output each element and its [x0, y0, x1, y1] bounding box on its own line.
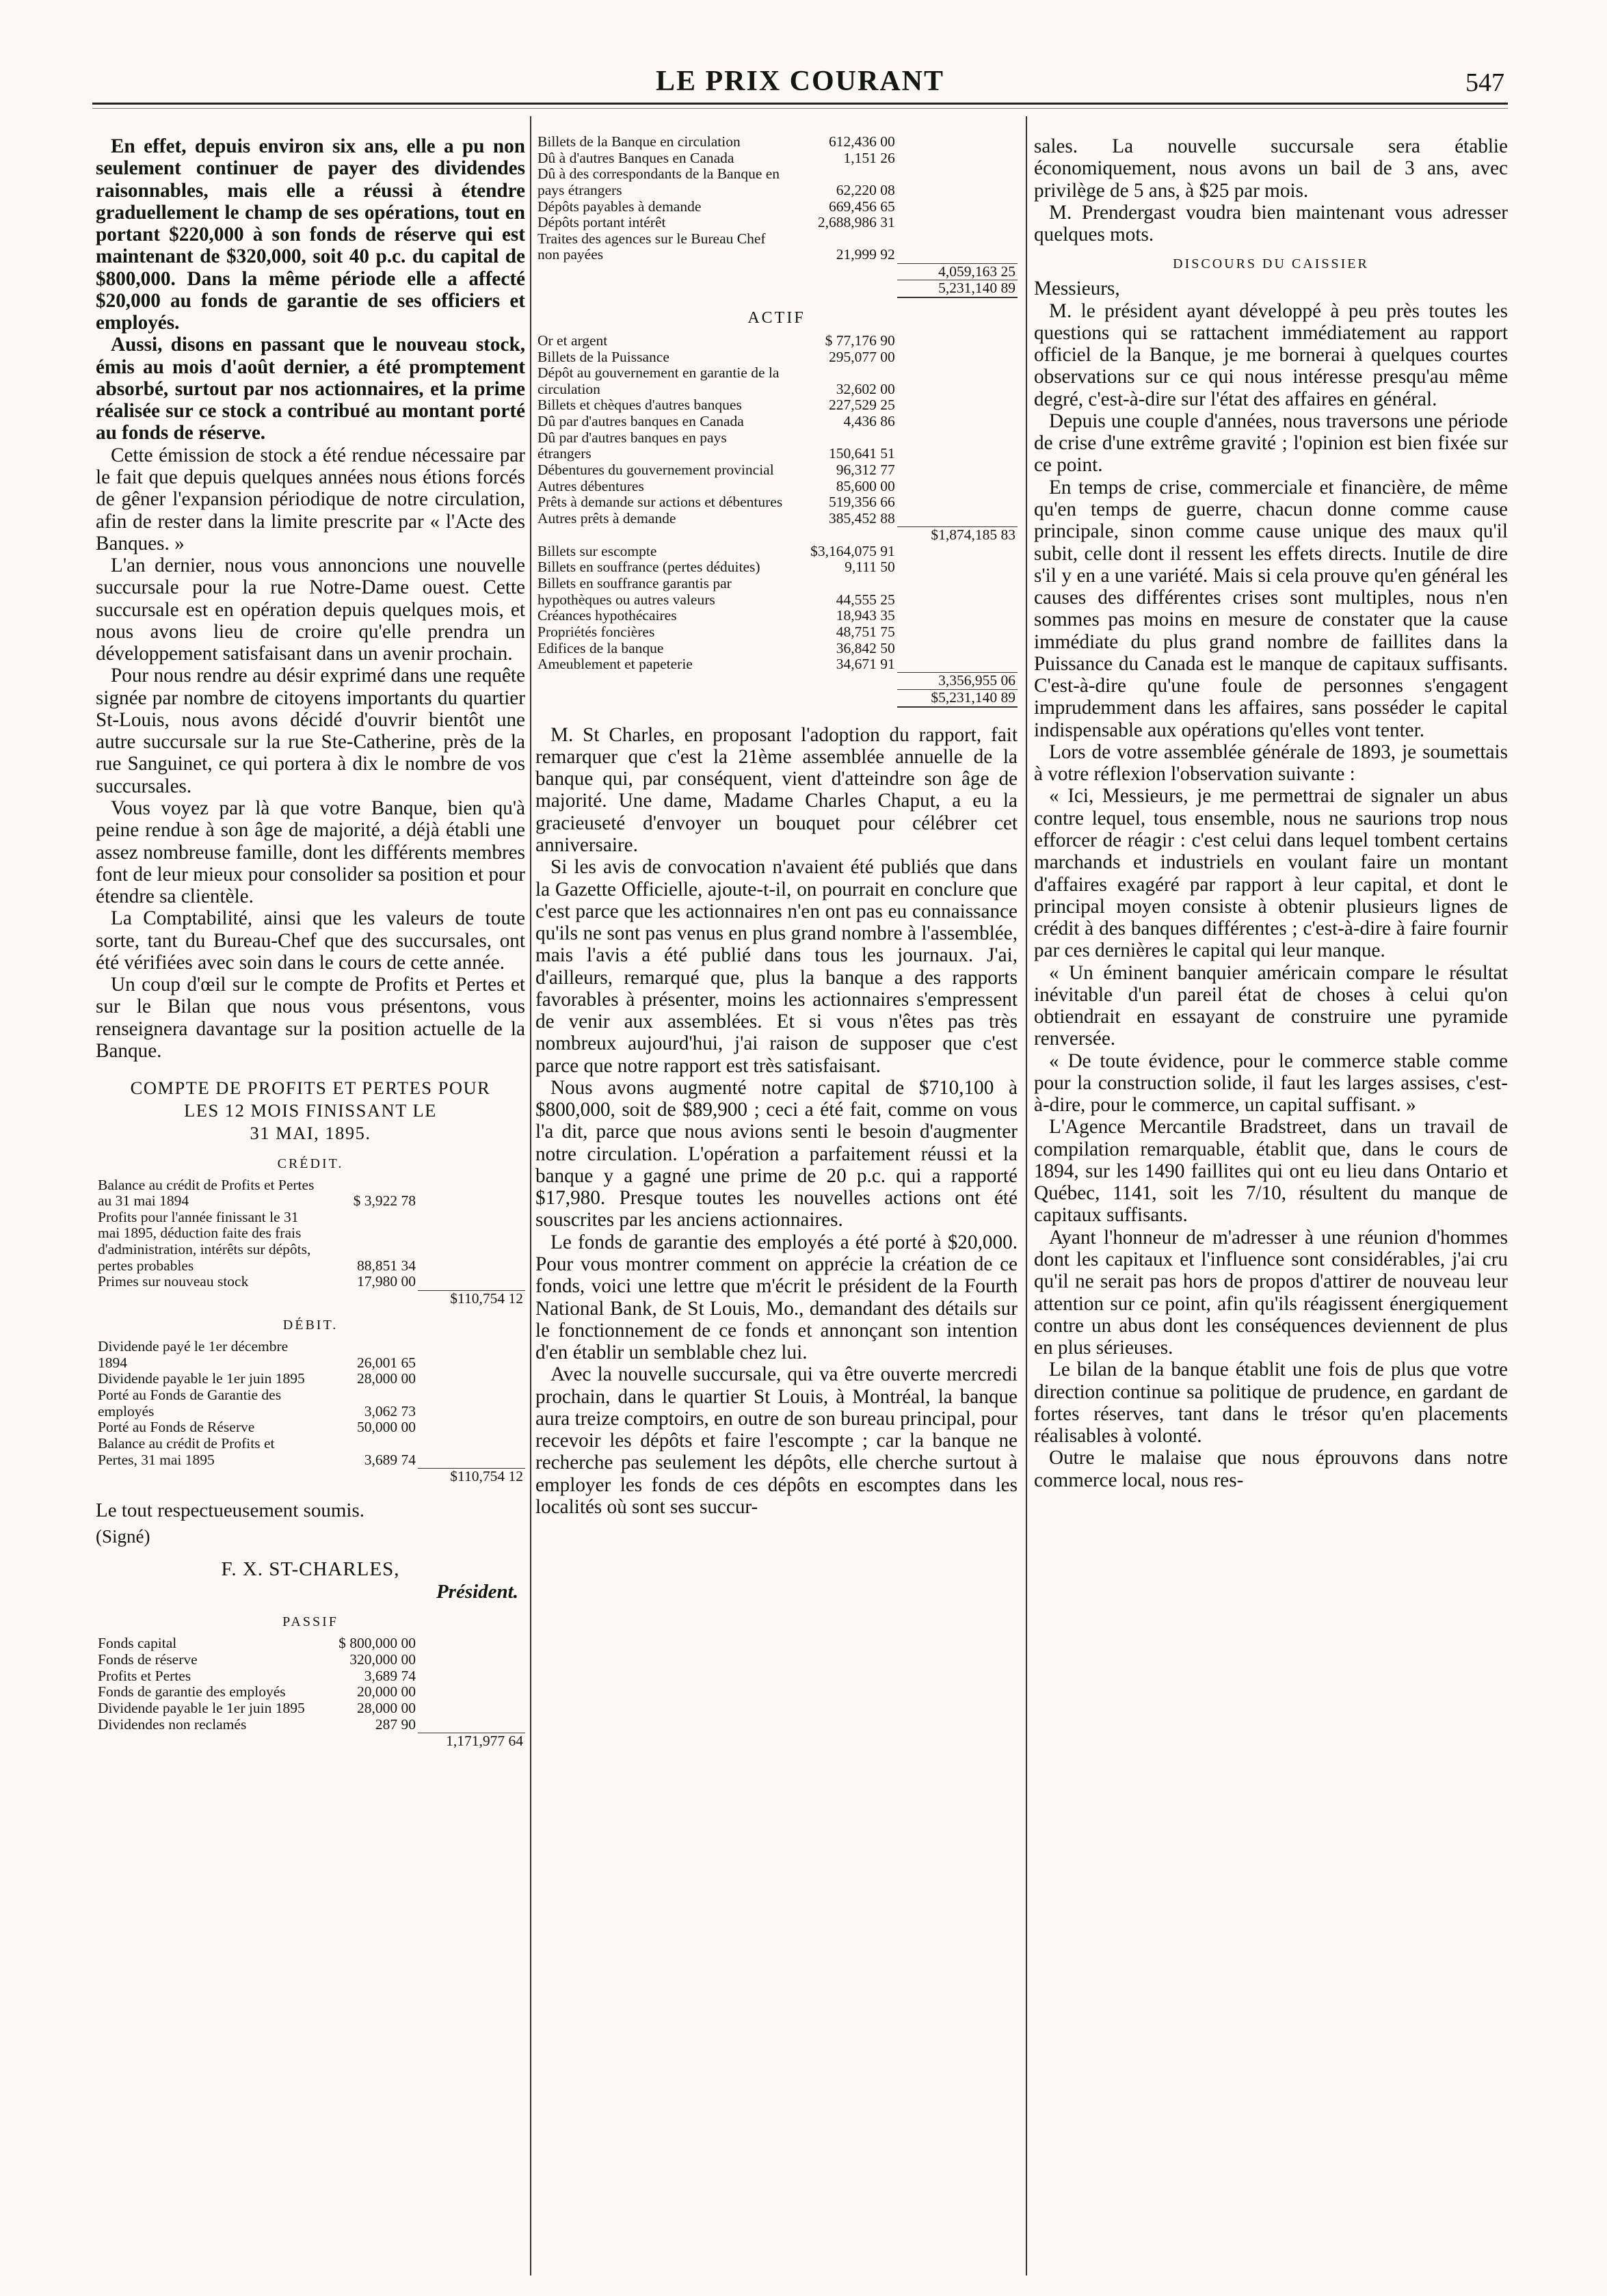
table-row — [535, 430, 1018, 462]
credit-table — [96, 1177, 525, 1307]
table-row — [535, 576, 1018, 608]
table-row — [96, 1436, 525, 1468]
debit-heading: DÉBIT. — [282, 1318, 338, 1333]
row-total: 5,231,140 89 — [897, 280, 1018, 297]
row-label: Dû à d'autres Banques en Canada — [537, 149, 734, 166]
row-total — [418, 1668, 525, 1685]
row-amount — [786, 280, 897, 297]
row-label: Dividende payable le 1er juin 1895 — [98, 1370, 305, 1387]
row-total — [418, 1274, 525, 1290]
row-total — [418, 1387, 525, 1419]
row-label: Dû à des correspondants de la Banque en pays étrangers — [537, 165, 780, 198]
row-total — [418, 1717, 525, 1733]
row-total: 1,171,977 64 — [418, 1733, 525, 1749]
total-row — [535, 690, 1018, 707]
header-rule — [92, 103, 1508, 105]
row-label: Billets en souffrance (pertes déduites) — [537, 559, 760, 576]
row-amount: 385,452 88 — [828, 509, 895, 526]
row-total — [897, 414, 1018, 430]
table-row — [535, 397, 1018, 414]
row-amount: 36,842 50 — [836, 639, 895, 656]
row-amount: 96,312 77 — [836, 462, 895, 479]
row-label: Fonds de réserve — [98, 1651, 198, 1668]
row-label: Débentures du gouvernement provincial — [537, 462, 774, 479]
table-row — [535, 150, 1018, 167]
table-row — [96, 1419, 525, 1436]
body-paragraph: Le fonds de garantie des employés a été porté à $20,000. Pour vous montrer comment on apprécie la création de ce fonds, voici une lettre que m'écrit le président de la Fourth National Bank, de St Louis, Mo., demandant des détails sur le fonctionnement de ce fonds et annonçant son intention d'en établir un semblable chez lui. — [535, 1231, 1018, 1364]
row-label — [535, 280, 786, 297]
table-row — [96, 1210, 525, 1274]
body-paragraph: Le bilan de la banque établit une fois de plus que votre direction continue sa politique de prudence, en gardant de fortes réserves, tant dans le trésor qu'en placements réalisables à volonté. — [1034, 1359, 1508, 1447]
body-paragraph: Ayant l'honneur de m'adresser à une réunion d'hommes dont les capitaux et l'influence sont considérables, j'ai cru qu'il ne serait pas hors de propos d'attirer de nouveau leur attention sur ce point, afin qu'ils réagissent énergiquement contre un abus dont les conséquences deviennent de plus en plus sérieuses. — [1034, 1226, 1508, 1359]
row-amount: 519,356 66 — [828, 494, 895, 511]
passif-table — [96, 1636, 525, 1749]
row-amount: 287 90 — [375, 1716, 416, 1733]
actif-heading: ACTIF — [747, 308, 806, 327]
row-total — [418, 1419, 525, 1436]
body-paragraph: Lors de votre assemblée générale de 1893, je soumettais à votre réflexion l'observation suivante : — [1034, 740, 1508, 786]
row-amount — [786, 263, 897, 280]
body-paragraph: « De toute évidence, pour le commerce stable comme pour la construction solide, il faut les larges assises, c'est-à-dire, pour le commerce, un capital suffisant. » — [1034, 1050, 1508, 1117]
row-total — [897, 656, 1018, 673]
row-total — [897, 166, 1018, 198]
passif-heading: PASSIF — [282, 1614, 338, 1630]
row-label: Dépôts payables à demande — [537, 198, 702, 215]
row-amount: 32,602 00 — [836, 380, 895, 397]
row-label: Ameublement et papeterie — [537, 656, 693, 673]
row-total — [418, 1210, 525, 1274]
row-label: Billets en souffrance garantis par hypothèques ou autres valeurs — [537, 575, 732, 608]
president-name: F. X. ST-CHARLES, — [221, 1558, 400, 1581]
row-amount: 295,077 00 — [828, 348, 895, 365]
page-number: 547 — [1465, 68, 1504, 97]
row-amount: 20,000 00 — [356, 1683, 416, 1700]
table-row — [96, 1652, 525, 1668]
credit-heading: CRÉDIT. — [277, 1156, 344, 1171]
row-label: Dividendes non reclamés — [98, 1716, 247, 1733]
row-label: Billets sur escompte — [537, 542, 657, 559]
table-row — [535, 215, 1018, 231]
body-paragraph: Cette émission de stock a été rendue nécessaire par le fait que depuis quelques années nous étions forcés de gêner l'expansion périodique de notre circulation, afin de rester dans la limite prescrite par « l'Acte des Banques. » — [96, 444, 525, 555]
row-label: Dividende payé le 1er décembre 1894 — [98, 1338, 289, 1371]
row-label: Traites des agences sur le Bureau Chef non payées — [537, 230, 766, 263]
table-row — [96, 1274, 525, 1290]
row-total — [897, 215, 1018, 231]
row-label: Billets de la Puissance — [537, 348, 669, 365]
table-row — [535, 511, 1018, 527]
row-total — [897, 462, 1018, 479]
body-paragraph: Aussi, disons en passant que le nouveau stock, émis au mois d'août dernier, a été promptement absorbé, surtout par nos actionnaires, et la prime réalisée sur ce stock a contribué au montant porté au fonds de réserve. — [96, 334, 525, 444]
row-total: 4,059,163 25 — [897, 263, 1018, 280]
president-title: Président. — [436, 1581, 518, 1603]
subtotal-row — [535, 263, 1018, 280]
row-total — [897, 199, 1018, 215]
row-amount: $ 77,176 90 — [825, 332, 895, 349]
body-paragraph: Nous avons augmenté notre capital de $710,100 à $800,000, soit de $89,900 ; ceci a été fait, comme on vous l'a dit, parce que nous avions senti le besoin d'augmenter notre circulation. L'opération a parfaitement réussi et la banque y a gagné une prime de 20 p.c. qui a rapporté $17,980. Presque toutes les nouvelles actions ont été souscrites par les anciens actionnaires. — [535, 1076, 1018, 1231]
body-paragraph: Vous voyez par là que votre Banque, bien qu'à peine rendue à son âge de majorité, a déjà établi une assez nombreuse famille, dont les différents membres font de leur mieux pour consolider sa position et pour étendre sa clientèle. — [96, 797, 525, 908]
row-total: $1,874,185 83 — [897, 527, 1018, 544]
body-paragraph: Un coup d'œil sur le compte de Profits et Pertes et sur le Bilan que nous vous présentons, vous renseignera davantage sur la position actuelle de la Banque. — [96, 974, 525, 1062]
row-label: Dû par d'autres banques en Canada — [537, 413, 744, 430]
body-paragraph: Pour nous rendre au désir exprimé dans une requête signée par nombre de citoyens importants du quartier St-Louis, nous avons décidé d'ouvrir bientôt une autre succursale sur la rue Ste-Catherine, près de la rue Sanguinet, ce qui portera à dix le nombre de vos succursales. — [96, 665, 525, 797]
table-row — [96, 1387, 525, 1419]
row-amount: 88,851 34 — [356, 1257, 416, 1274]
table-row — [535, 544, 1018, 560]
row-total: $110,754 12 — [418, 1290, 525, 1307]
row-label: Créances hypothécaires — [537, 607, 677, 624]
row-label: Edifices de la banque — [537, 639, 664, 656]
table-row — [535, 624, 1018, 641]
row-amount: 669,456 65 — [828, 198, 895, 215]
row-total — [418, 1436, 525, 1468]
body-paragraph: Avec la nouvelle succursale, qui va être ouverte mercredi prochain, dans le quartier St Louis, à Montréal, la banque aura treize comptoirs, en outre de son bureau principal, pour recevoir les dépôts et faire l'escompte ; car la banque ne recherche pas seulement les dépôts, elle cherche surtout à employer les fonds de ces dépôts en escomptes dans les localités où sont ses succur- — [535, 1363, 1018, 1518]
row-label: Autres débentures — [537, 477, 644, 494]
row-label — [96, 1733, 319, 1749]
table-row — [535, 462, 1018, 479]
row-amount: 4,436 86 — [843, 413, 895, 430]
profit-loss-heading: COMPTE DE PROFITS ET PERTES POUR LES 12 MOIS FINISSANT LE 31 MAI, 1895. — [130, 1078, 491, 1144]
table-row — [535, 641, 1018, 657]
row-amount: 28,000 00 — [356, 1699, 416, 1716]
row-amount — [786, 690, 897, 707]
table-row — [535, 333, 1018, 349]
row-total: 3,356,955 06 — [897, 673, 1018, 690]
body-paragraph: sales. La nouvelle succursale sera établie économiquement, nous avons un bail de 3 ans, avec privilège de 5 ans, à $25 par mois. — [1034, 135, 1508, 202]
row-total — [897, 231, 1018, 263]
row-label: Dividende payable le 1er juin 1895 — [98, 1699, 305, 1716]
row-total — [897, 397, 1018, 414]
table-row — [535, 656, 1018, 673]
table-row — [535, 479, 1018, 495]
table-row — [96, 1717, 525, 1733]
subtotal-row — [535, 673, 1018, 690]
subtotal-row — [535, 527, 1018, 544]
row-amount: 28,000 00 — [356, 1370, 416, 1387]
row-amount: 320,000 00 — [349, 1651, 416, 1668]
row-amount — [319, 1290, 418, 1307]
row-amount: 85,600 00 — [836, 477, 895, 494]
row-amount — [786, 673, 897, 690]
row-total — [897, 430, 1018, 462]
row-label: Or et argent — [537, 332, 608, 349]
row-total — [418, 1700, 525, 1717]
body-paragraph: « Ici, Messieurs, je me permettrai de signaler un abus contre lequel, tous ensemble, nous ne saurions trop nous efforcer de réagir : c'est celui dans lequel tombent certains marchands et industriels en voulant faire un montant d'affaires exagéré par rapport à leur capital, et dont le principal moyen consiste à obtenir plusieurs lignes de crédit à des banques différentes ; c'est-à-dire à faire fournir par ces dernières le capital qui leur manque. — [1034, 785, 1508, 962]
row-label: Profits pour l'année finissant le 31 mai 1895, déduction faite des frais d'administration, intérêts sur dépôts, pertes probables — [98, 1208, 311, 1274]
table-row — [96, 1700, 525, 1717]
row-total — [897, 365, 1018, 397]
table-row — [96, 1636, 525, 1652]
table-row — [535, 166, 1018, 198]
row-amount: $ 3,922 78 — [353, 1192, 416, 1210]
body-paragraph: « Un éminent banquier américain compare le résultat inévitable d'un pareil état de choses à celui qu'on obtiendrait en essayant de construire une pyramide renversée. — [1034, 961, 1508, 1050]
header-rule-thin — [92, 108, 1508, 109]
row-amount: 50,000 00 — [356, 1419, 416, 1436]
row-total — [418, 1652, 525, 1668]
row-amount: 48,751 75 — [836, 623, 895, 640]
salutation: Messieurs, — [1034, 278, 1120, 300]
row-amount: 612,436 00 — [828, 133, 895, 150]
row-total — [418, 1177, 525, 1210]
row-label: Propriétés foncières — [537, 623, 655, 640]
row-label — [535, 690, 786, 707]
row-total — [418, 1371, 525, 1387]
row-total — [897, 559, 1018, 576]
column-3 — [1034, 118, 1508, 2278]
row-amount: 44,555 25 — [836, 591, 895, 608]
row-total — [897, 608, 1018, 624]
row-amount: 1,151 26 — [843, 149, 895, 166]
body-paragraph: Si les avis de convocation n'avaient été publiés que dans la Gazette Officielle, ajoute-t-il, on pourrait en conclure que c'est parce que les actionnaires n'en ont pas eu connaissance qu'ils ne sont pas venus en plus grand nombre à l'assemblée, mais l'avis a été publié dans tous les journaux. J'ai, d'ailleurs, remarqué que, plus la banque a des rapports favorables à présenter, moins les actionnaires s'empressent de venir aux assemblées. Et si vous n'êtes pas très nombreux aujourd'hui, j'ai raison de supposer que c'est parce que notre rapport est très satisfaisant. — [535, 856, 1018, 1077]
row-total — [897, 576, 1018, 608]
table-row — [96, 1684, 525, 1700]
row-total — [897, 641, 1018, 657]
body-paragraph: Depuis une couple d'années, nous traversons une période de crise d'une extrême gravité ; l'opinion est bien fixée sur ce point. — [1034, 410, 1508, 477]
row-label: Fonds de garantie des employés — [98, 1683, 286, 1700]
table-row — [96, 1371, 525, 1387]
row-amount: $3,164,075 91 — [810, 542, 895, 559]
row-label: Porté au Fonds de Réserve — [98, 1419, 255, 1436]
row-amount: 3,689 74 — [364, 1451, 416, 1468]
page-title: LE PRIX COURANT — [655, 66, 945, 97]
row-label — [535, 527, 786, 544]
table-row — [535, 231, 1018, 263]
row-total — [418, 1339, 525, 1371]
row-total — [897, 624, 1018, 641]
debit-table — [96, 1339, 525, 1484]
row-amount: 17,980 00 — [356, 1273, 416, 1290]
column-divider — [1026, 116, 1027, 2275]
row-total: $5,231,140 89 — [897, 690, 1018, 707]
body-paragraph: L'an dernier, nous vous annoncions une nouvelle succursale pour la rue Notre-Dame ouest. Cette succursale est en opération depuis quelques mois, et nous avons lieu de croire qu'elle prendra un développement satisfaisant dans un avenir prochain. — [96, 555, 525, 665]
row-amount: 9,111 50 — [845, 559, 895, 576]
closing-line: Le tout respectueusement soumis. — [96, 1499, 365, 1522]
table-row — [96, 1177, 525, 1210]
body-paragraph: En temps de crise, commerciale et financière, de même qu'en temps de guerre, chacun donne comme cause principale, sinon comme cause unique des maux qu'il subit, celle dont il ressent les effets directs. Inutile de dire s'il y en a une variété. Mais si cela prouve qu'en général les causes des différentes crises sont multiples, nous n'en sommes pas moins en mesure de constater que la cause immédiate du plus grand nombre de faillites dans la Puissance du Canada est le manque de capitaux suffisants. C'est-à-dire qu'une foule de personnes s'engagent imprudemment dans les affaires, sans posséder le capital indispensable aux opérations qu'elles vont tenter. — [1034, 476, 1508, 741]
row-label: Dépôt au gouvernement en garantie de la circulation — [537, 364, 780, 397]
page-header — [96, 65, 1504, 113]
row-amount: 3,689 74 — [364, 1667, 416, 1684]
row-amount: 21,999 92 — [836, 246, 895, 263]
table-row — [96, 1668, 525, 1685]
row-label: Billets de la Banque en circulation — [537, 133, 741, 150]
row-label: Profits et Pertes — [98, 1667, 191, 1684]
row-amount: 18,943 35 — [836, 607, 895, 624]
actif-table — [535, 333, 1018, 708]
table-row — [535, 414, 1018, 430]
row-label — [96, 1468, 319, 1484]
row-label: Balance au crédit de Profits et Pertes au 31 mai 1894 — [98, 1176, 315, 1210]
column-2 — [535, 118, 1018, 2278]
row-label — [535, 673, 786, 690]
table-row — [535, 608, 1018, 624]
row-amount: $ 800,000 00 — [338, 1635, 416, 1652]
row-total — [897, 349, 1018, 366]
row-total — [897, 150, 1018, 167]
row-label — [535, 263, 786, 280]
row-label: Dépôts portant intérêt — [537, 214, 666, 231]
row-amount: 3,062 73 — [364, 1402, 416, 1419]
row-total: $110,754 12 — [418, 1468, 525, 1484]
row-amount — [319, 1468, 418, 1484]
passif-continued-table — [535, 134, 1018, 298]
column-1 — [96, 118, 525, 2278]
section-heading: DISCOURS DU CAISSIER — [1173, 256, 1369, 272]
row-total — [897, 544, 1018, 560]
row-label: Dû par d'autres banques en pays étrangers — [537, 429, 727, 462]
row-total — [418, 1636, 525, 1652]
subtotal-row — [96, 1733, 525, 1749]
body-paragraph: En effet, depuis environ six ans, elle a pu non seulement continuer de payer des dividendes raisonnables, mais elle a réussi à étendre graduellement le champ de ses opérations, tout en portant $220,000 à son fonds de réserve qui est maintenant de $320,000, soit 40 p.c. du capital de $800,000. Dans la même période elle a affecté $20,000 au fonds de garantie de ses officiers et employés. — [96, 135, 525, 334]
body-paragraph: M. le président ayant développé à peu près toutes les questions qui se rattachent immédiatement au rapport officiel de la Banque, je me bornerai à quelques courtes observations sur ce qui nous intéresse presqu'au même degré, c'est-à-dire sur l'état des affaires en général. — [1034, 299, 1508, 410]
row-total — [897, 511, 1018, 527]
row-amount — [319, 1733, 418, 1749]
row-total — [897, 494, 1018, 511]
row-total — [897, 134, 1018, 150]
row-total — [897, 333, 1018, 349]
body-paragraph: L'Agence Mercantile Bradstreet, dans un travail de compilation remarquable, établit que, dans le cours de 1894, sur les 1490 faillites qui ont eu lieu dans Ontario et Québec, 1141, soit les 7/10, résultent du manque de capitaux suffisants. — [1034, 1116, 1508, 1227]
row-total — [897, 479, 1018, 495]
row-label: Fonds capital — [98, 1635, 177, 1652]
table-row — [535, 349, 1018, 366]
row-amount: 62,220 08 — [836, 181, 895, 198]
signed-label: (Signé) — [96, 1526, 150, 1547]
body-paragraph: Outre le malaise que nous éprouvons dans notre commerce local, nous res- — [1034, 1447, 1508, 1491]
table-row — [535, 134, 1018, 150]
total-row — [96, 1290, 525, 1307]
row-label: Billets et chèques d'autres banques — [537, 397, 742, 414]
body-paragraph: M. St Charles, en proposant l'adoption du rapport, fait remarquer que c'est la 21ème assemblée annuelle de la banque qui, par conséquent, vient d'atteindre son âge de majorité. Une dame, Madame Charles Chaput, a eu la gracieuseté d'envoyer un bouquet pour célébrer cet anniversaire. — [535, 723, 1018, 856]
table-row — [535, 365, 1018, 397]
body-paragraph: La Comptabilité, ainsi que les valeurs de toute sorte, tant du Bureau-Chef que des succursales, ont été vérifiées avec soin dans le cours de cette année. — [96, 907, 525, 974]
row-label: Primes sur nouveau stock — [98, 1273, 249, 1290]
table-row — [535, 199, 1018, 215]
row-amount: 150,641 51 — [828, 445, 895, 462]
table-row — [96, 1339, 525, 1371]
table-row — [535, 494, 1018, 511]
row-label: Prêts à demande sur actions et débentures — [537, 494, 783, 511]
row-label: Autres prêts à demande — [537, 509, 676, 526]
row-label: Balance au crédit de Profits et Pertes, 31 mai 1895 — [98, 1435, 275, 1468]
table-row — [535, 559, 1018, 576]
column-divider — [530, 116, 531, 2275]
total-row — [535, 280, 1018, 297]
total-row — [96, 1468, 525, 1484]
row-amount: 26,001 65 — [356, 1354, 416, 1371]
row-label — [96, 1290, 319, 1307]
row-amount: 2,688,986 31 — [817, 214, 895, 231]
row-label: Porté au Fonds de Garantie des employés — [98, 1387, 282, 1419]
row-amount: 34,671 91 — [836, 656, 895, 673]
row-amount — [786, 527, 897, 544]
body-paragraph: M. Prendergast voudra bien maintenant vous adresser quelques mots. — [1034, 201, 1508, 246]
row-total — [418, 1684, 525, 1700]
row-amount: 227,529 25 — [828, 397, 895, 414]
